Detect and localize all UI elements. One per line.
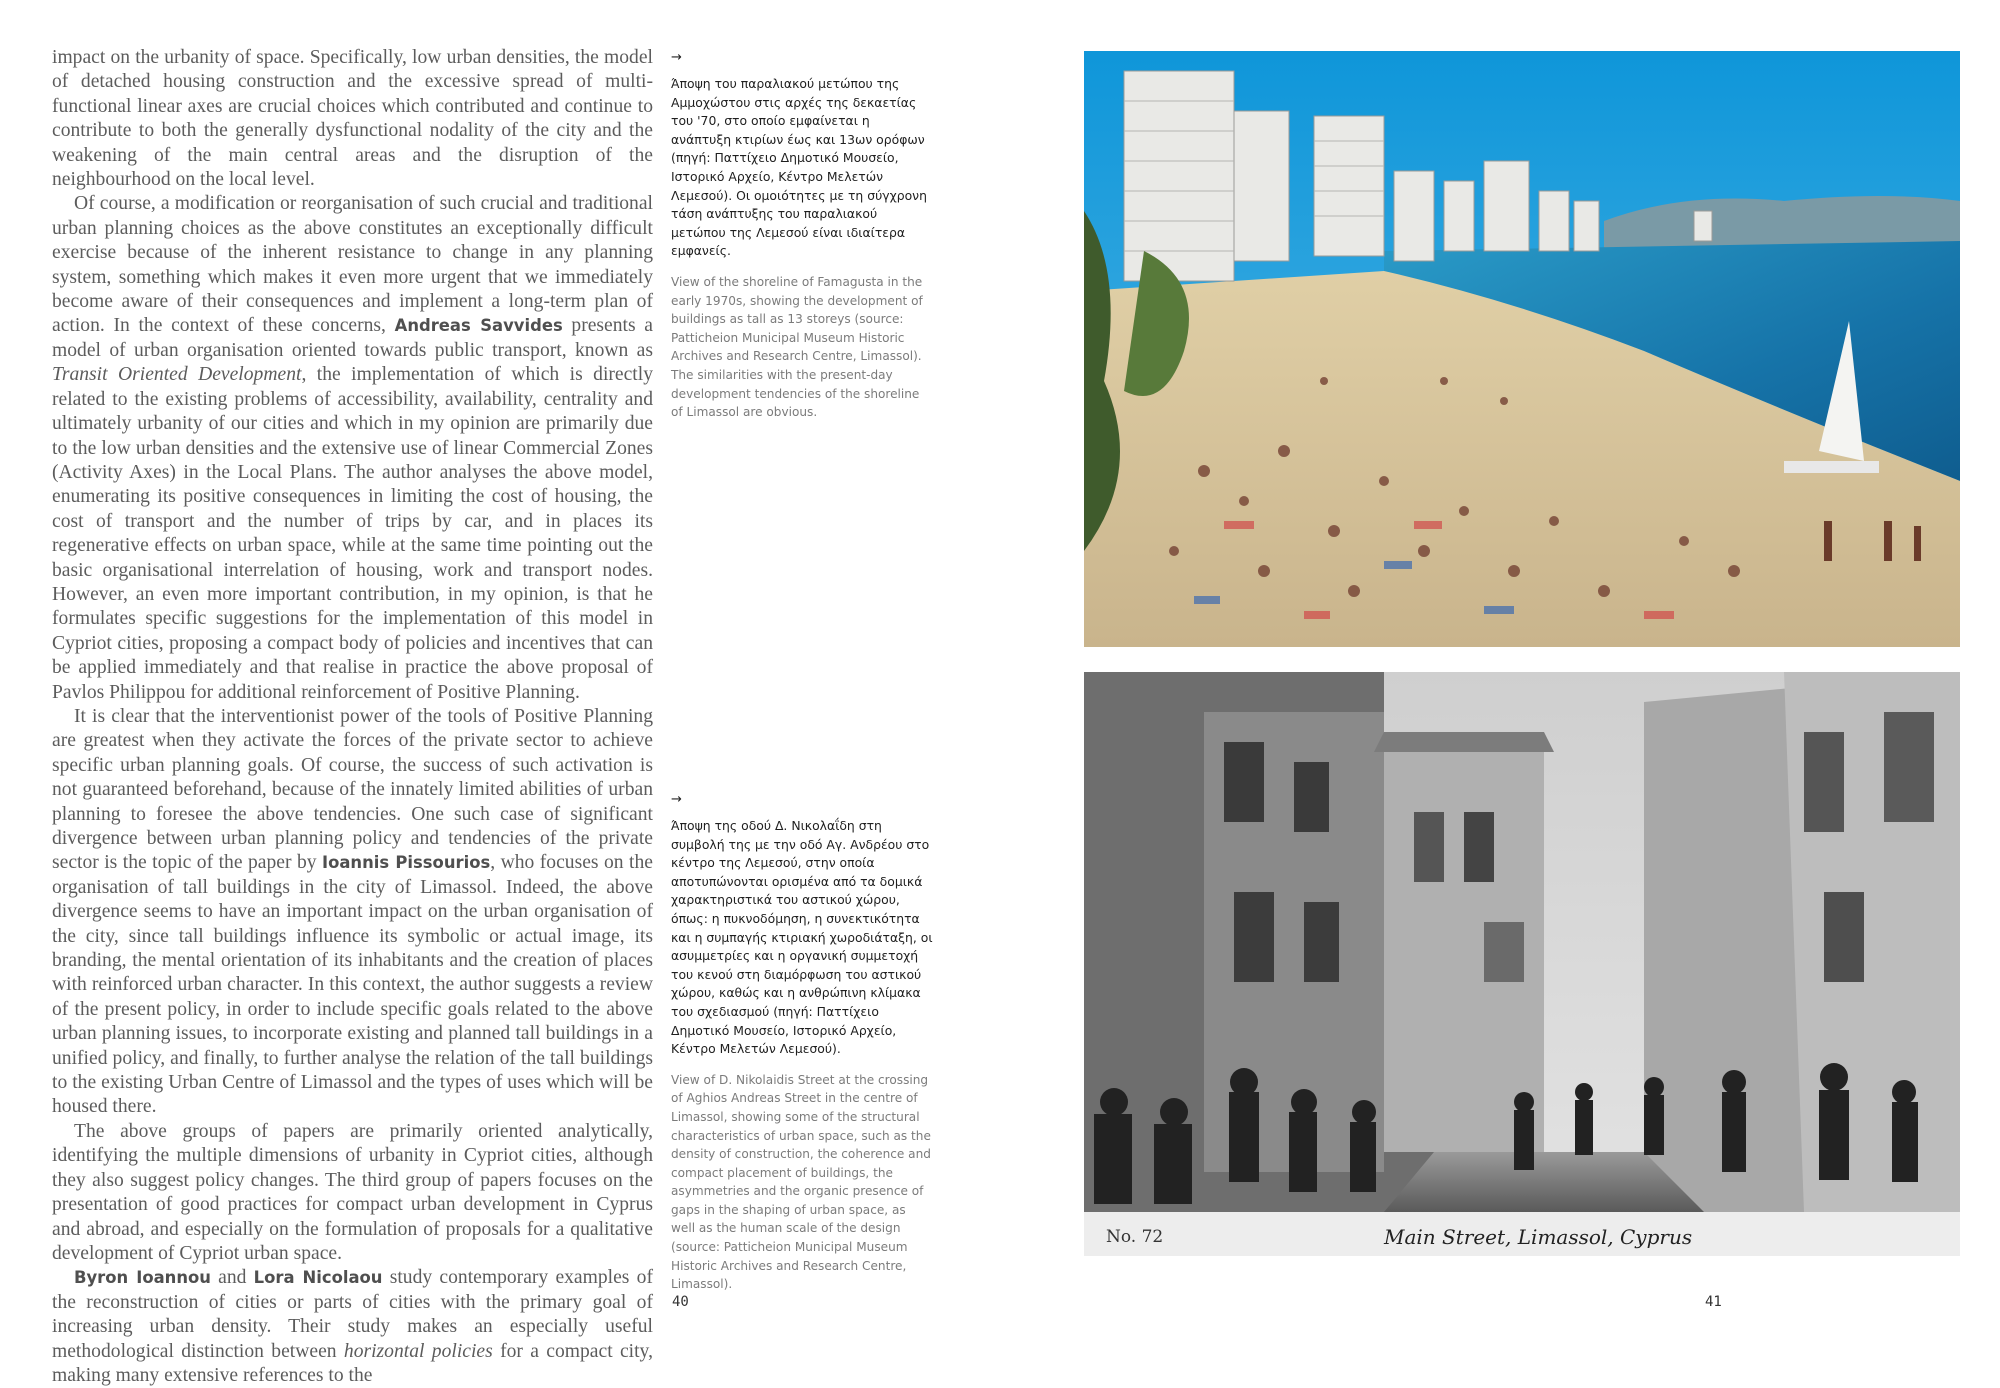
paragraph-text: , the implementation of which is directly related to the existing problems of accessibility, availability, centrality and ultimately urbanity of our cities and which in my opinion are primarily due to the low urban densities and the extensive use of linear Commercial Zones (Activity Axes) in the Local Plans. The author analyses the above model, enumerating its positive consequences in limiting the cost of housing, the cost of transport and the number of trips by car, and in places its regenerative effects on urban space, while at the same time pointing out the basic organisational interrelation of housing, work and transport nodes. However, an even more important contribution, in my opinion, is that he formulates specific suggestions for the implementation of this model in Cypriot cities, proposing a compact body of policies and incentives that can be applied immediately and that realise in practice the above proposal of Pavlos Philippou for additional reinforcement of Positive Planning. [52, 364, 653, 703]
postcard-number: No. 72 [1106, 1227, 1164, 1247]
paragraph-4 [52, 1120, 653, 1266]
author-name: Byron Ioannou [74, 1268, 211, 1288]
caption-greek: Άποψη της οδού Δ. Νικολαΐδη στη συμβολή της με την οδό Αγ. Ανδρέου στο κέντρο της Λεμεσού, στην οποία αποτυπώνονται ορισμένα από τα δομικά χαρακτηριστικά του αστικού χώρου, όπως: η πυκνοδόμηση, η συνεκτικότητα και η συμπαγής κτιριακή χωροδιάταξη, οι ασυμμετρίες και η οργανική συμμετοχή του κενού στη διαμόρφωση του αστικού χώρου, καθώς και η ανθρώπινη κλίμακα του σχεδιασμού (πηγή: Παττίχειο Δημοτικό Μουσείο, Ιστορικό Αρχείο, Κέντρο Μελετών Λεμεσού). [671, 818, 933, 1057]
paragraph-5 [52, 1266, 653, 1388]
beach-photo-illustration [1084, 51, 1960, 647]
photo-main-street-limassol [1084, 672, 1960, 1256]
paragraph-text: It is clear that the interventionist power of the tools of Positive Planning are greatest when they activate the forces of the private sector to achieve specific urban planning goals. Of course, the success of such activation is not guaranteed beforehand, because of the innately limited abilities of urban planning to foresee the above tendencies. One such case of significant divergence between urban planning policy and tendencies of the private sector is the topic of the paper by [52, 705, 653, 874]
street-photo-illustration [1084, 672, 1960, 1256]
arrow-right-icon: → [671, 50, 682, 65]
caption-top [671, 50, 933, 422]
arrow-right-icon: → [671, 792, 682, 807]
paragraph-text: impact on the urbanity of space. Specifically, low urban densities, the model of detached housing construction and the excessive spread of multi-functional linear axes are crucial choices which contributed and continue to contribute to both the generally dysfunctional nodality of the city and the weakening of the main central areas and the disruption of the neighbourhood on the local level. [52, 47, 653, 191]
caption-bottom [671, 792, 933, 1294]
paragraph-text: The above groups of papers are primarily oriented analytically, identifying the multiple dimensions of urbanity in Cypriot cities, although they also suggest policy changes. The third group of papers focuses on the presentation of good practices for compact urban development in Cyprus and abroad, and especially on the formulation of proposals for a qualitative development of Cypriot urban space. [52, 1120, 653, 1264]
page-number-right: 41 [1705, 1294, 1722, 1310]
paragraph-2 [52, 192, 653, 705]
italic-term: horizontal policies [343, 1340, 493, 1362]
main-text-column [52, 46, 653, 1388]
italic-term: Transit Oriented Development [52, 364, 302, 386]
paragraph-text: and [210, 1267, 254, 1289]
paragraph-text: , who focuses on the organisation of tall buildings in the city of Limassol. Indeed, the above divergence seems to have an important impact on the urban organisation of the city, since tall buildings influence its symbolic or actual image, its branding, the mental orientation of its inhabitants and the creation of places with reinforced urban character. In this context, the author suggests a review of the present policy, in order to include specific goals related to the above urban planning issues, to incorporate existing and planned tall buildings in a unified policy, and finally, to further analyse the relation of the tall buildings to the existing Urban Centre of Limassol and the types of uses which will be housed there. [52, 852, 653, 1118]
caption-english: View of D. Nikolaidis Street at the crossing of Aghios Andreas Street in the centre of Limassol, showing some of the structural characteristics of urban space, such as the density of construction, the coherence and compact placement of buildings, the asymmetries and the organic presence of gaps in the shaping of urban space, as well as the human scale of the design (source: Pattichеion Municipal Museum Historic Archives and Research Centre, Limassol). [671, 1072, 931, 1292]
caption-english: View of the shoreline of Famagusta in the early 1970s, showing the development of buildings as tall as 13 storeys (source: Pattichеion Municipal Museum Historic Archives and Research Centre, Limassol). The similarities with the present-day development tendencies of the shoreline of Limassol are obvious. [671, 274, 923, 420]
author-name: Ioannis Pissourios [322, 853, 491, 873]
author-name: Andreas Savvides [394, 316, 563, 336]
caption-greek: Άποψη του παραλιακού μετώπου της Αμμοχώστου στις αρχές της δεκαετίας του '70, στο οποίο εμφαίνεται η ανάπτυξη κτιρίων έως και 13ων ορόφων (πηγή: Παττίχειο Δημοτικό Μουσείο, Ιστορικό Αρχείο, Κέντρο Μελετών Λεμεσού). Οι ομοιότητες με τη σύγχρονη τάση ανάπτυξης του παραλιακού μετώπου της Λεμεσού είναι ιδιαίτερα εμφανείς. [671, 76, 927, 259]
paragraph-text: presents a model of urban organisation oriented towards public transport, known as [52, 315, 653, 361]
paragraph-text: study contemporary examples of the reconstruction of cities or parts of cities with the primary goal of increasing urban density. Their study makes an especially useful methodological distinction between [52, 1267, 653, 1362]
paragraph-text: for a compact city, making many extensive references to the [52, 1340, 653, 1386]
author-name: Lora Nicolaou [253, 1268, 383, 1288]
photo-famagusta-beach [1084, 51, 1960, 647]
paragraph-text: Of course, a modification or reorganisation of such crucial and traditional urban planning choices as the above constitutes an exceptionally difficult exercise because of the inherent resistance to change in any planning system, something which makes it even more urgent that we immediately become aware of their consequences and implement a long-term plan of action. In the context of these concerns, [52, 193, 653, 337]
paragraph-3 [52, 705, 653, 1120]
page-number-left: 40 [672, 1294, 689, 1310]
postcard-title: Main Street, Limassol, Cyprus [1384, 1225, 1693, 1249]
paragraph-1 [52, 46, 653, 192]
